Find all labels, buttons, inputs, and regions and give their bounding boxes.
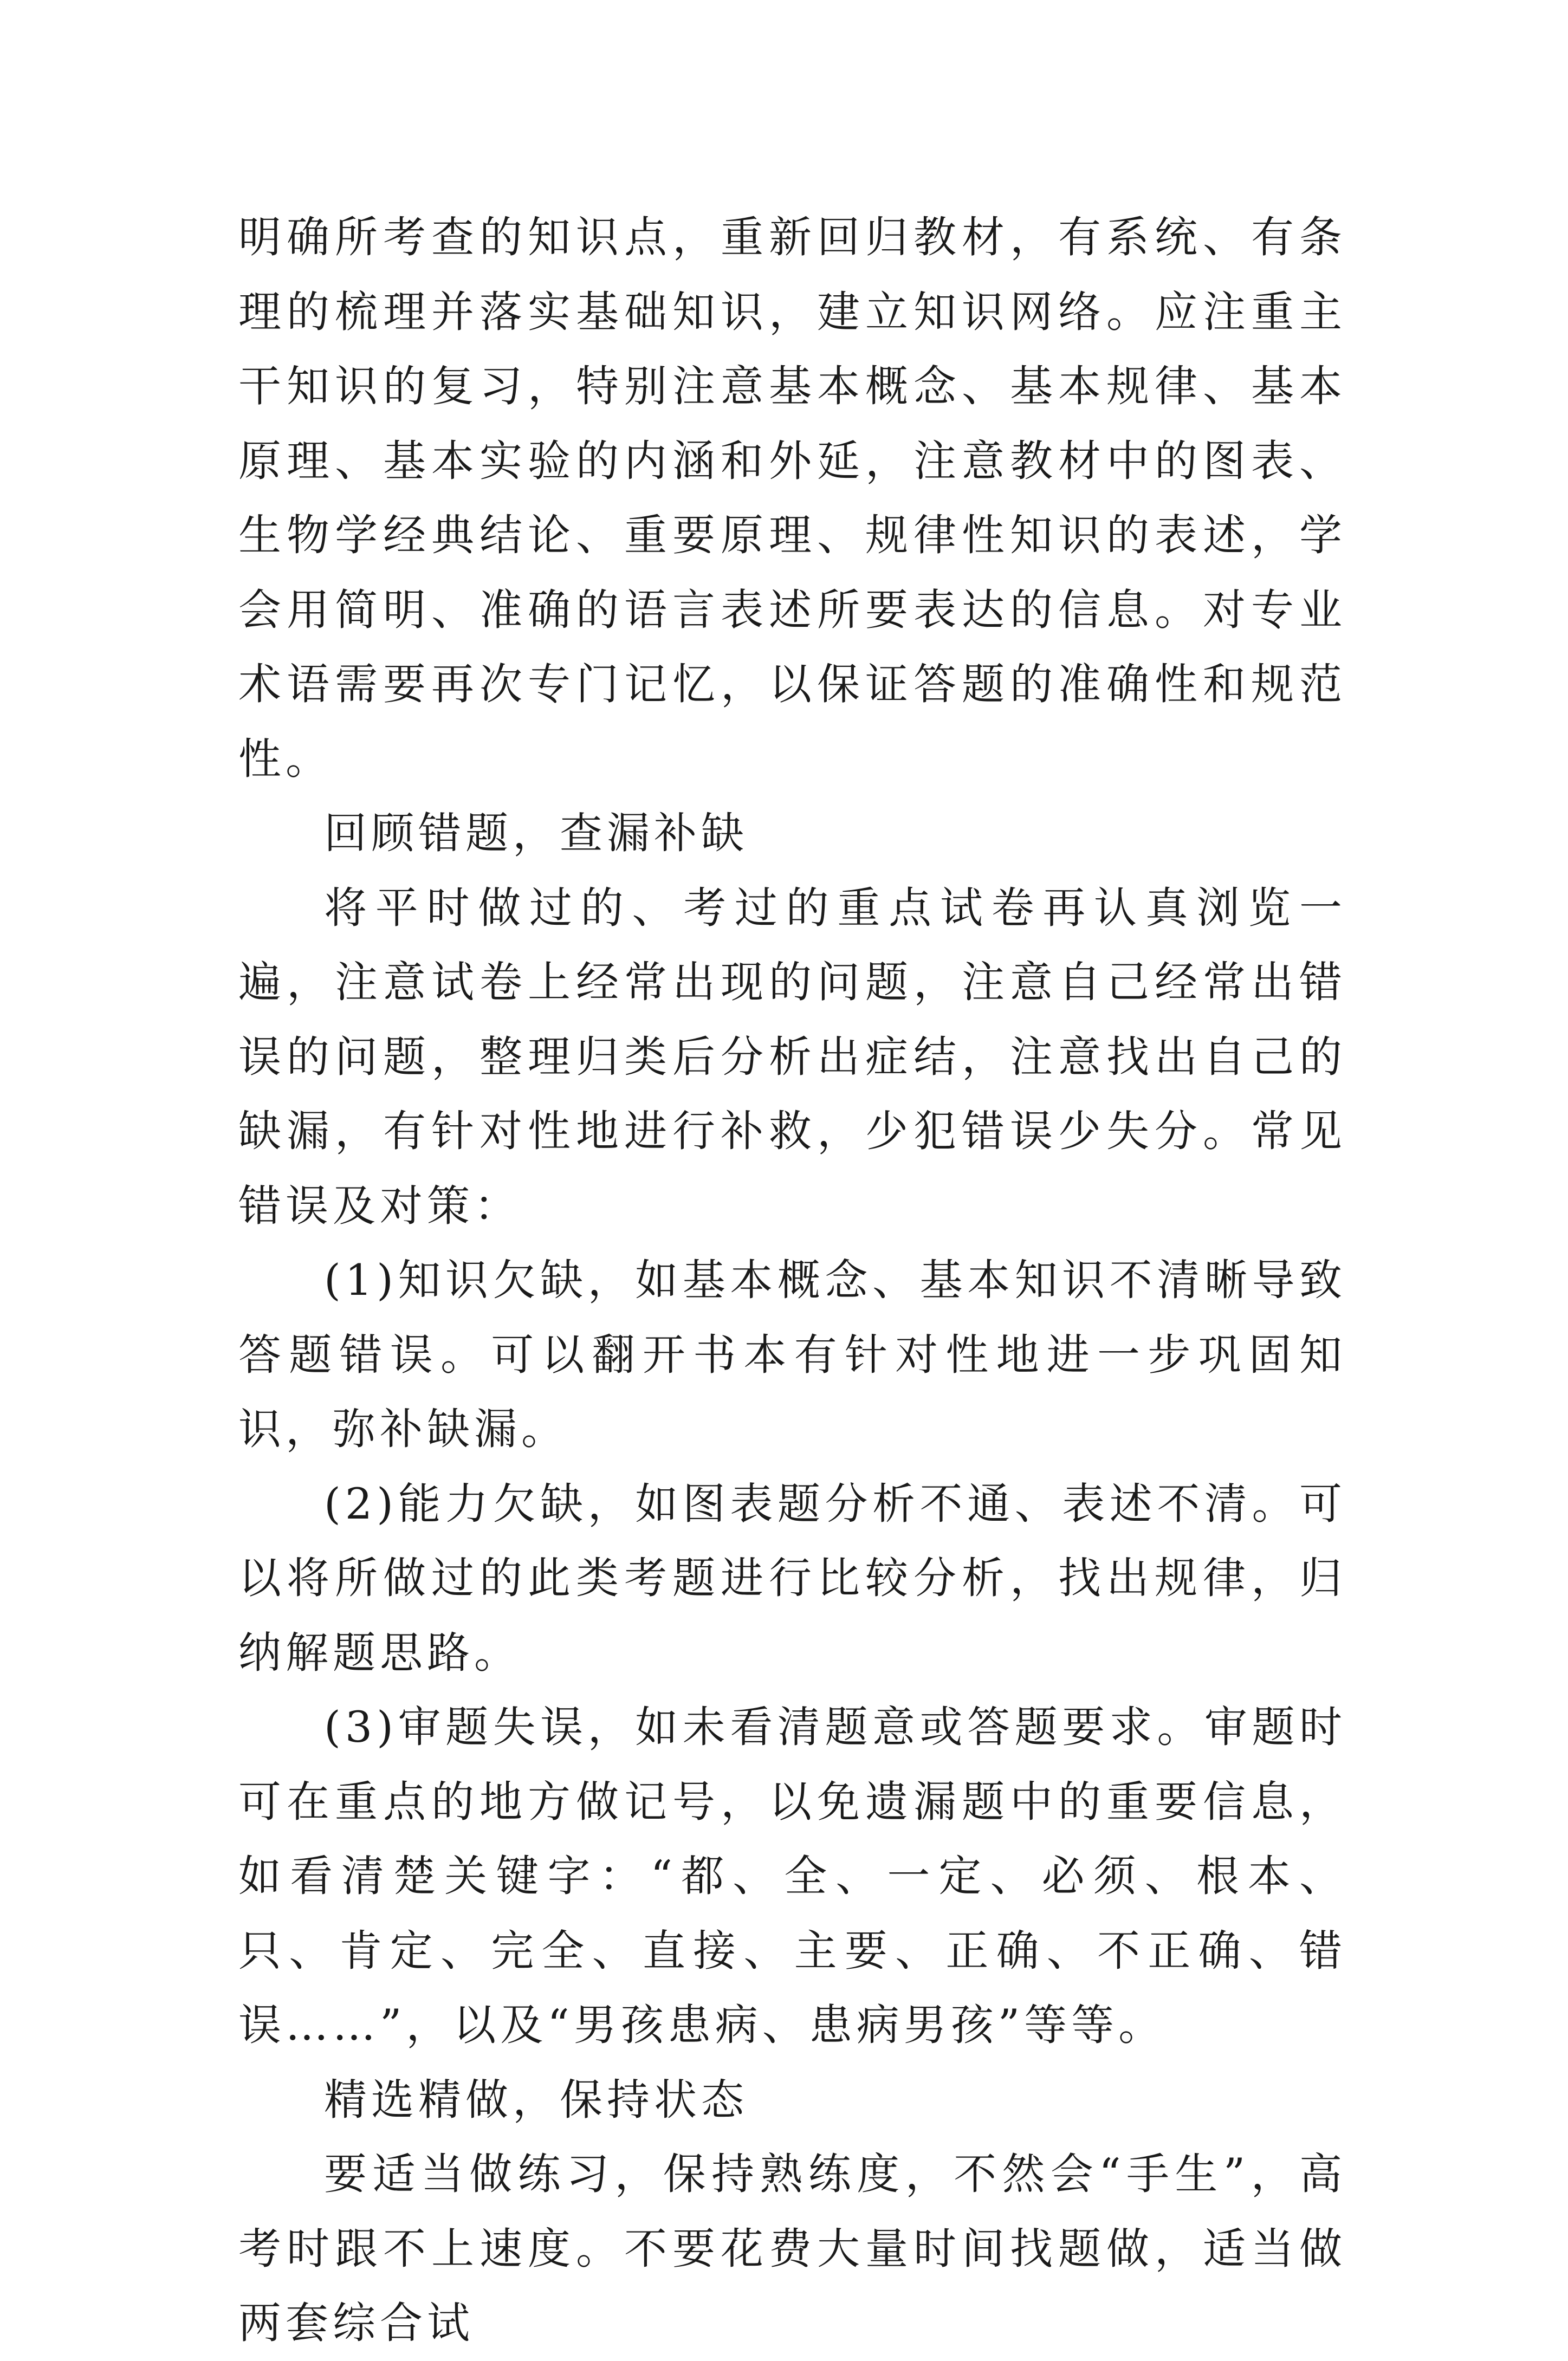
paragraph-review-textbook: 明确所考查的知识点，重新回归教材，有系统、有条理的梳理并落实基础知识，建立知识网络。应注重主干知识的复习，特别注意基本概念、基本规律、基本原理、基本实验的内涵和外延，注意教材中的图表、生物学经典结论、重要原理、规律性知识的表述，学会用简明、准确的语言表述所要表达的信息。对专业术语需要再次专门记忆，以保证答题的准确性和规范性。 [238, 212, 1346, 784]
paragraph-practice: 要适当做练习，保持熟练度，不然会“手生”，高考时跟不上速度。不要花费大量时间找题做，适当做两套综合试 [238, 2149, 1346, 2348]
heading-select-practice: 精选精做，保持状态 [324, 2074, 748, 2125]
document-body [238, 200, 1346, 2361]
list-item-ability-gap: (2)能力欠缺，如图表题分析不通、表述不清。可以将所做过的此类考题进行比较分析，找出规律，归纳解题思路。 [238, 1478, 1346, 1678]
list-item-reading-error: (3)审题失误，如未看清题意或答题要求。审题时可在重点的地方做记号，以免遗漏题中的重要信息，如看清楚关键字：“都、全、一定、必须、根本、只、肯定、完全、直接、主要、正确、不正确、错误……”，以及“男孩患病、患病男孩”等等。 [238, 1702, 1346, 2050]
paragraph-review-papers: 将平时做过的、考过的重点试卷再认真浏览一遍，注意试卷上经常出现的问题，注意自己经常出错误的问题，整理归类后分析出症结，注意找出自己的缺漏，有针对性地进行补救，少犯错误少失分。常见错误及对策： [238, 883, 1346, 1231]
list-item-knowledge-gap: (1)知识欠缺，如基本概念、基本知识不清晰导致答题错误。可以翻开书本有针对性地进一步巩固知识，弥补缺漏。 [238, 1255, 1346, 1454]
heading-review-mistakes: 回顾错题，查漏补缺 [324, 808, 748, 858]
